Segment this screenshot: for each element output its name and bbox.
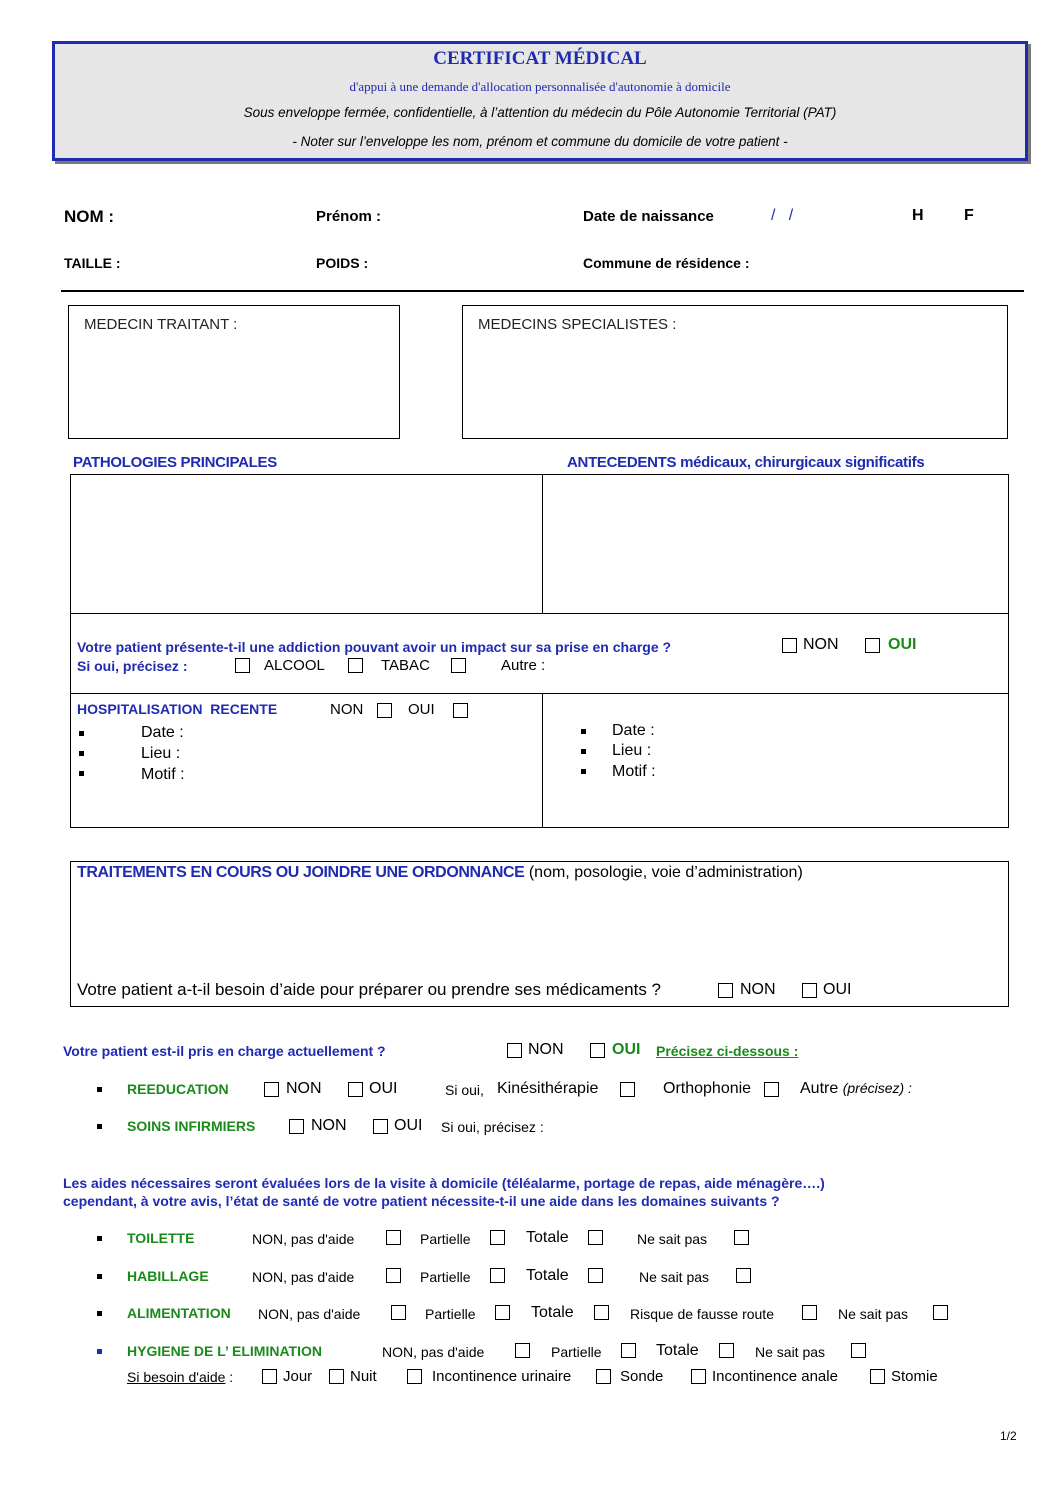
alimentation-label: ALIMENTATION [127, 1305, 231, 1321]
alcool-checkbox[interactable] [235, 658, 250, 673]
alimentation-nsp-label: Ne sait pas [838, 1306, 909, 1322]
hospitalisation-oui-label: OUI [408, 701, 435, 718]
incontinence-anale-checkbox[interactable] [691, 1369, 706, 1384]
traitements-title-suffix: (nom, posologie, voie d’administration) [524, 864, 803, 881]
alimentation-non-label: NON, pas d'aide [258, 1306, 361, 1322]
commune-label: Commune de résidence : [583, 255, 750, 271]
sonde-checkbox[interactable] [596, 1369, 611, 1384]
aides-intro-line1: Les aides nécessaires seront évaluées lors de la visite à domicile (téléalarme, portage de repas, aide ménagère….) [63, 1175, 825, 1191]
hygiene-non-checkbox[interactable] [515, 1343, 530, 1358]
reeducation-precisez: (précisez) : [842, 1080, 912, 1096]
hospitalisation-date-right: Date : [612, 722, 655, 739]
alimentation-nsp-checkbox[interactable] [933, 1305, 948, 1320]
tabac-checkbox[interactable] [348, 658, 363, 673]
hospitalisation-right-box[interactable] [542, 693, 1009, 828]
reeducation-autre-text: Autre [800, 1080, 839, 1097]
hospitalisation-oui-checkbox[interactable] [453, 703, 468, 718]
jour-label: Jour [283, 1368, 313, 1385]
alimentation-totale-checkbox[interactable] [594, 1305, 609, 1320]
pathologies-box[interactable] [70, 474, 543, 614]
incontinence-urinaire-checkbox[interactable] [407, 1369, 422, 1384]
habillage-nsp-checkbox[interactable] [736, 1268, 751, 1283]
hospitalisation-motif-left: Motif : [141, 766, 185, 783]
envelope-note: - Noter sur l’enveloppe les nom, prénom et commune du domicile de votre patient - [292, 134, 788, 149]
toilette-non-checkbox[interactable] [386, 1230, 401, 1245]
prise-en-charge-non-checkbox[interactable] [507, 1043, 522, 1058]
nom-label: NOM : [64, 207, 115, 226]
nuit-label: Nuit [350, 1368, 377, 1385]
bullet [581, 749, 586, 754]
alimentation-partielle-label: Partielle [425, 1306, 476, 1322]
reeducation-non-checkbox[interactable] [264, 1082, 279, 1097]
date-slashes: / / [771, 207, 794, 224]
alimentation-totale-label: Totale [531, 1304, 574, 1321]
habillage-non-label: NON, pas d'aide [252, 1269, 355, 1285]
si-besoin-aide-colon: : [225, 1369, 234, 1385]
bullet [79, 751, 84, 756]
bullet [581, 729, 586, 734]
nuit-checkbox[interactable] [329, 1369, 344, 1384]
addiction-non-label: NON [803, 636, 839, 653]
hospitalisation-non-checkbox[interactable] [377, 703, 392, 718]
si-besoin-aide-text: Si besoin d'aide [127, 1369, 226, 1385]
aides-intro-line2: cependant, à votre avis, l’état de santé de votre patient nécessite-t-il une aide dans les domaines suivants ? [63, 1193, 780, 1209]
poids-label: POIDS : [316, 255, 369, 271]
reeducation-autre-label [800, 1080, 912, 1098]
hygiene-non-label: NON, pas d'aide [382, 1344, 485, 1360]
autre-addiction-label: Autre : [501, 657, 546, 674]
jour-checkbox[interactable] [262, 1369, 277, 1384]
habillage-partielle-checkbox[interactable] [490, 1268, 505, 1283]
prise-en-charge-non-label: NON [528, 1041, 564, 1058]
toilette-partielle-label: Partielle [420, 1231, 471, 1247]
medicaments-non-checkbox[interactable] [718, 983, 733, 998]
soins-non-label: NON [311, 1117, 347, 1134]
alimentation-non-checkbox[interactable] [391, 1305, 406, 1320]
addiction-non-checkbox[interactable] [782, 638, 797, 653]
envelope-instruction: Sous enveloppe fermée, confidentielle, à l’attention du médecin du Pôle Autonomie Territorial (PAT) [243, 105, 837, 120]
sex-f[interactable]: F [964, 207, 974, 224]
traitements-heading [77, 864, 803, 882]
habillage-non-checkbox[interactable] [386, 1268, 401, 1283]
taille-label: TAILLE : [64, 255, 121, 271]
alimentation-partielle-checkbox[interactable] [495, 1305, 510, 1320]
habillage-totale-checkbox[interactable] [588, 1268, 603, 1283]
hospitalisation-motif-right: Motif : [612, 763, 656, 780]
habillage-totale-label: Totale [526, 1267, 569, 1284]
hygiene-totale-checkbox[interactable] [719, 1343, 734, 1358]
soins-oui-checkbox[interactable] [373, 1119, 388, 1134]
sonde-label: Sonde [620, 1368, 664, 1385]
prise-en-charge-oui-label: OUI [612, 1041, 641, 1058]
kine-label: Kinésithérapie [497, 1080, 599, 1097]
bullet [97, 1124, 102, 1129]
kine-checkbox[interactable] [620, 1082, 635, 1097]
hygiene-partielle-checkbox[interactable] [621, 1343, 636, 1358]
bullet [97, 1311, 102, 1316]
stomie-checkbox[interactable] [870, 1369, 885, 1384]
traitements-title: TRAITEMENTS EN COURS OU JOINDRE UNE ORDONNANCE [77, 864, 525, 881]
soins-si-oui: Si oui, précisez : [441, 1119, 544, 1135]
alimentation-fausse-route-label: Risque de fausse route [630, 1306, 774, 1322]
sex-h[interactable]: H [912, 207, 924, 224]
toilette-nsp-checkbox[interactable] [734, 1230, 749, 1245]
medecins-specialistes-label: MEDECINS SPECIALISTES : [478, 316, 677, 333]
toilette-label: TOILETTE [127, 1230, 195, 1246]
addiction-question: Votre patient présente-t-il une addiction pouvant avoir un impact sur sa prise en charge ? [77, 639, 672, 655]
toilette-nsp-label: Ne sait pas [637, 1231, 708, 1247]
hospitalisation-lieu-left: Lieu : [141, 745, 181, 762]
hygiene-nsp-checkbox[interactable] [851, 1343, 866, 1358]
tabac-label: TABAC [381, 657, 430, 674]
soins-non-checkbox[interactable] [289, 1119, 304, 1134]
habillage-label: HABILLAGE [127, 1268, 209, 1284]
page-number: 1/2 [1000, 1429, 1017, 1443]
bullet [79, 731, 84, 736]
reeducation-oui-label: OUI [369, 1080, 398, 1097]
bullet [97, 1349, 102, 1354]
bullet [79, 771, 84, 776]
identity-divider [61, 290, 1024, 292]
ortho-label: Orthophonie [663, 1080, 752, 1097]
bullet [97, 1236, 102, 1241]
addiction-oui-checkbox[interactable] [865, 638, 880, 653]
reeducation-label: REEDUCATION [127, 1081, 229, 1097]
habillage-nsp-label: Ne sait pas [639, 1269, 710, 1285]
toilette-non-label: NON, pas d'aide [252, 1231, 355, 1247]
pathologies-title: PATHOLOGIES PRINCIPALES [73, 454, 277, 471]
reeducation-oui-checkbox[interactable] [348, 1082, 363, 1097]
form-title: CERTIFICAT MÉDICAL [433, 48, 647, 69]
incontinence-urinaire-label: Incontinence urinaire [432, 1368, 572, 1385]
toilette-partielle-checkbox[interactable] [490, 1230, 505, 1245]
alimentation-fausse-route-checkbox[interactable] [802, 1305, 817, 1320]
date-naissance-label: Date de naissance [583, 208, 714, 225]
hygiene-totale-label: Totale [656, 1342, 699, 1359]
antecedents-box[interactable] [542, 474, 1009, 614]
alcool-label: ALCOOL [264, 657, 325, 674]
hygiene-label: HYGIENE DE L’ ELIMINATION [127, 1343, 322, 1359]
hospitalisation-lieu-right: Lieu : [612, 742, 652, 759]
medicaments-oui-checkbox[interactable] [802, 983, 817, 998]
hygiene-partielle-label: Partielle [551, 1344, 602, 1360]
bullet [581, 769, 586, 774]
stomie-label: Stomie [891, 1368, 938, 1385]
medicaments-oui-label: OUI [823, 981, 852, 998]
antecedents-title: ANTECEDENTS médicaux, chirurgicaux significatifs [567, 454, 925, 471]
reeducation-si-oui: Si oui, [445, 1082, 484, 1098]
medicaments-question: Votre patient a-t-il besoin d’aide pour préparer ou prendre ses médicaments ? [77, 980, 662, 999]
prenom-label: Prénom : [316, 208, 382, 225]
hospitalisation-non-label: NON [330, 701, 364, 718]
habillage-partielle-label: Partielle [420, 1269, 471, 1285]
autre-addiction-checkbox[interactable] [451, 658, 466, 673]
bullet [97, 1274, 102, 1279]
hospitalisation-title: HOSPITALISATION RECENTE [77, 701, 278, 717]
prise-en-charge-question: Votre patient est-il pris en charge actuellement ? [63, 1043, 386, 1059]
bullet [97, 1087, 102, 1092]
soins-oui-label: OUI [394, 1117, 423, 1134]
addiction-precisez: Si oui, précisez : [77, 658, 188, 674]
si-besoin-aide [127, 1369, 233, 1385]
addiction-oui-label: OUI [888, 636, 917, 653]
soins-infirmiers-label: SOINS INFIRMIERS [127, 1118, 256, 1134]
prise-en-charge-oui-checkbox[interactable] [590, 1043, 605, 1058]
incontinence-anale-label: Incontinence anale [712, 1368, 838, 1385]
hygiene-nsp-label: Ne sait pas [755, 1344, 826, 1360]
form-subtitle: d'appui à une demande d'allocation personnalisée d'autonomie à domicile [349, 79, 731, 94]
toilette-totale-checkbox[interactable] [588, 1230, 603, 1245]
ortho-checkbox[interactable] [764, 1082, 779, 1097]
hospitalisation-date-left: Date : [141, 724, 184, 741]
medecin-traitant-label: MEDECIN TRAITANT : [84, 316, 238, 333]
prise-en-charge-precisez: Précisez ci-dessous : [656, 1043, 799, 1059]
toilette-totale-label: Totale [526, 1229, 569, 1246]
reeducation-non-label: NON [286, 1080, 322, 1097]
medicaments-non-label: NON [740, 981, 776, 998]
